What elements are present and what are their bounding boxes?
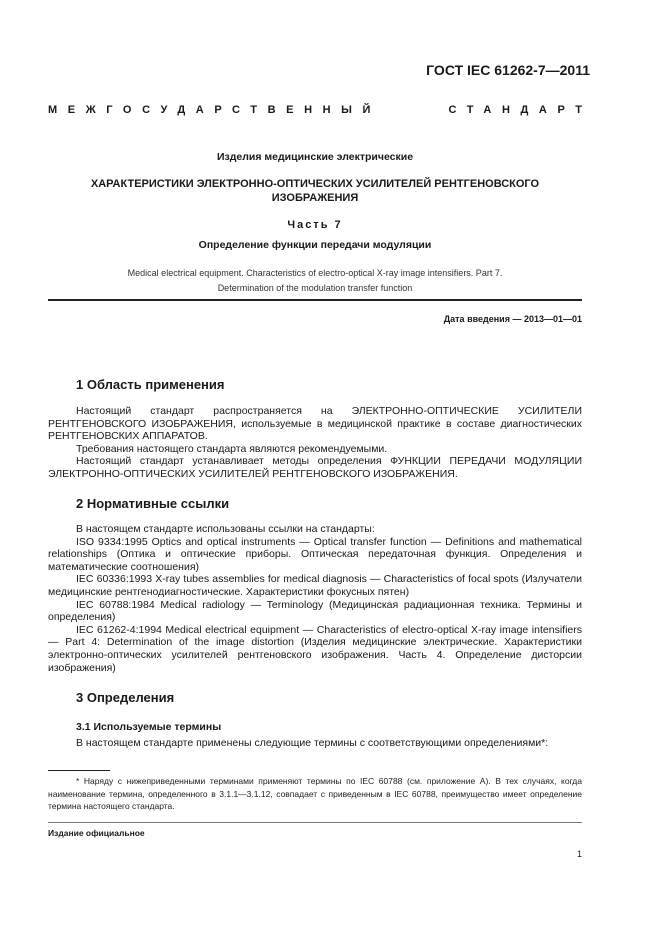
paragraph: В настоящем стандарте применены следующие термины с соответствующими определениями*:: [76, 737, 549, 749]
section-3-body: [48, 737, 582, 750]
edition-label: Издание официальное: [48, 828, 145, 838]
paragraph: В настоящем стандарте использованы ссылки на стандарты:: [76, 523, 375, 535]
title-line-2: ИЗОБРАЖЕНИЯ: [271, 192, 359, 204]
banner-word-2: СТАНДАРТ: [448, 104, 593, 116]
subsection-3-1-heading: 3.1 Используемые термины: [76, 721, 222, 733]
reference-item: IEC 60336:1993 X-ray tubes assemblies for medical diagnosis — Characteristics of focal spots (Излучатели медицинские рентгенодиагностические. Характеристики фокусных пятен): [48, 573, 582, 598]
page-number: 1: [576, 849, 582, 859]
english-title-line-2: Determination of the modulation transfer function: [217, 283, 413, 293]
part-label: Часть 7: [287, 219, 343, 231]
reference-item: ISO 9334:1995 Optics and optical instruments — Optical transfer function — Definitions and mathematical relationships (Оптика и оптические приборы. Оптическая передаточная функция. Определения и математические соотношения): [48, 535, 582, 573]
footer-divider: [48, 822, 582, 823]
english-title-line-1: Medical electrical equipment. Characteristics of electro-optical X-ray image intensifiers. Part 7.: [127, 268, 503, 278]
section-3-heading: 3 Определения: [76, 690, 175, 705]
section-2-body: [48, 523, 582, 674]
paragraph: Требования настоящего стандарта являются рекомендуемыми.: [76, 442, 388, 455]
title-divider: [48, 299, 582, 301]
document-subtitle: Изделия медицинские электрические: [216, 151, 414, 163]
footnote-text: * Наряду с нижеприведенными терминами применяют термины по IEC 60788 (см. приложение А). В тех случаях, когда наименование термина, определенного в 3.1.1—3.1.12, совпадает с приведенным в IEC 60788, преимущество имеет определение термина настоящего стандарта.: [48, 776, 582, 811]
document-title: [48, 177, 582, 205]
section-2-heading: 2 Нормативные ссылки: [76, 496, 230, 511]
banner-word-1: МЕЖГОСУДАРСТВЕННЫЙ: [48, 104, 382, 116]
part-subtitle: Определение функции передачи модуляции: [198, 239, 432, 251]
footnote: [48, 775, 582, 813]
introduction-date: Дата введения — 2013—01—01: [443, 314, 582, 324]
standard-banner: [48, 104, 593, 116]
document-code: ГОСТ IEC 61262-7—2011: [426, 62, 590, 78]
section-1-body: [48, 405, 582, 481]
reference-item: IEC 60788:1984 Medical radiology — Terminology (Медицинская радиационная техника. Термины и определения): [48, 598, 582, 624]
footnote-divider: [48, 770, 110, 771]
english-title: [48, 266, 582, 296]
paragraph: Настоящий стандарт устанавливает методы определения ФУНКЦИИ ПЕРЕДАЧИ МОДУЛЯЦИИ ЭЛЕКТРОННО-ОПТИЧЕСКИХ УСИЛИТЕЛЕЙ РЕНТГЕНОВСКОГО ИЗОБРАЖЕНИЯ.: [48, 455, 582, 480]
reference-item: IEC 61262-4:1994 Medical electrical equipment — Characteristics of electro-optical X-ray image intensifiers — Part 4: Determination of the image distortion (Изделия медицинские электрические. Характеристики электронно-оптических усилителей рентгеновского изображения. Часть 4. Определение дисторсии изображения): [48, 623, 582, 674]
section-1-heading: 1 Область применения: [76, 377, 225, 392]
title-line-1: ХАРАКТЕРИСТИКИ ЭЛЕКТРОННО-ОПТИЧЕСКИХ УСИЛИТЕЛЕЙ РЕНТГЕНОВСКОГО: [90, 178, 540, 190]
paragraph: Настоящий стандарт распространяется на ЭЛЕКТРОННО-ОПТИЧЕСКИЕ УСИЛИТЕЛИ РЕНТГЕНОВСКОГО ИЗОБРАЖЕНИЯ, используемые в медицинской практике в составе диагностических РЕНТГЕНОВСКИХ АППАРАТОВ.: [48, 405, 582, 443]
